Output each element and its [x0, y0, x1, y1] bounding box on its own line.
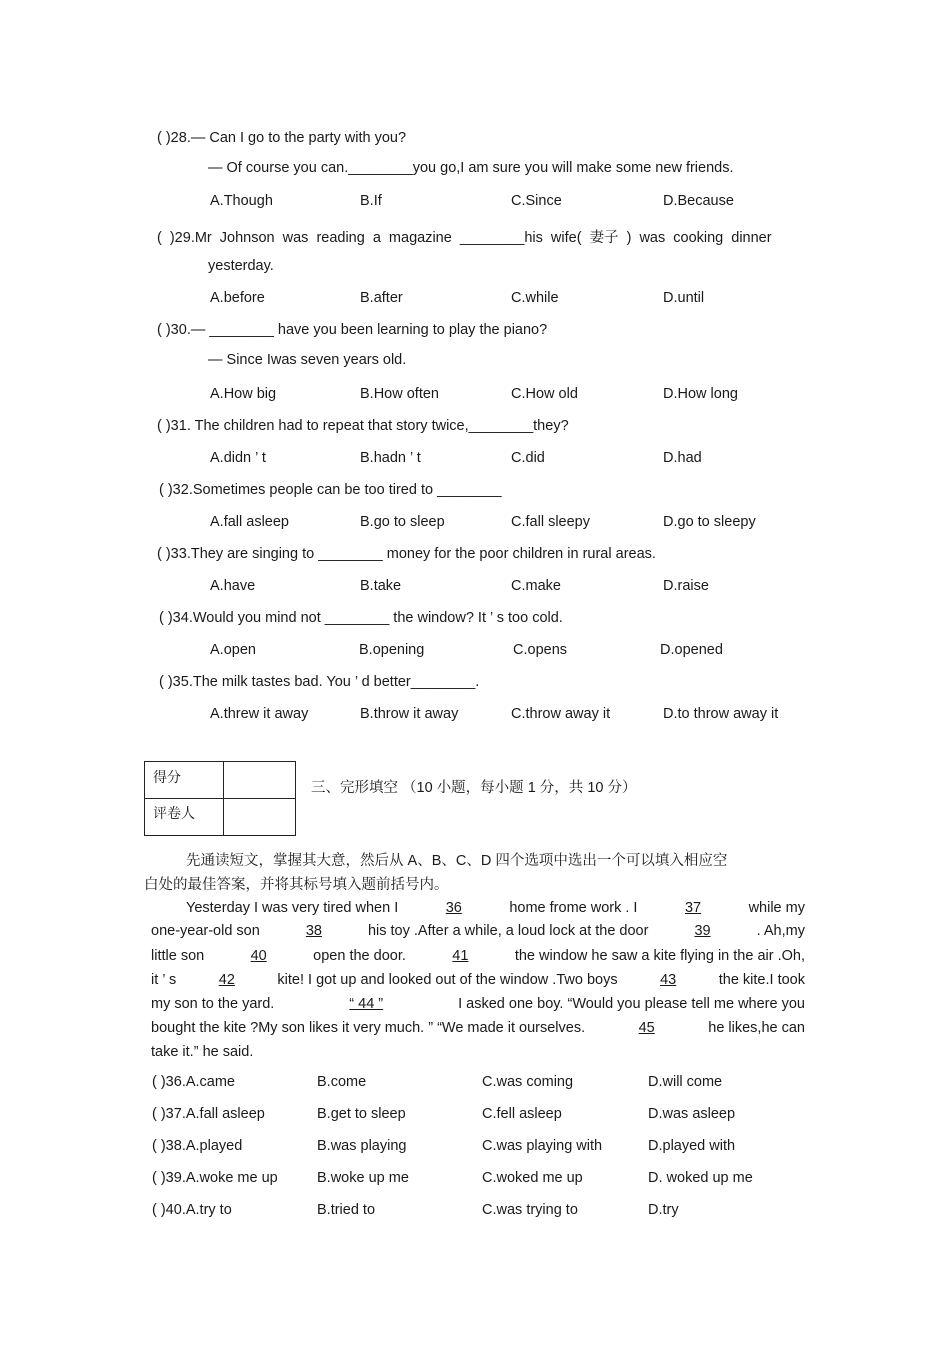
- q35-stem: ( )35.The milk tastes bad. You ’ d better________.: [159, 674, 480, 690]
- passage-text: my son to the yard.: [151, 996, 275, 1012]
- q38-option-c[interactable]: C.was playing with: [482, 1138, 603, 1154]
- q28-option-b[interactable]: B.If: [360, 193, 382, 209]
- q32-option-b[interactable]: B.go to sleep: [360, 514, 445, 530]
- q32-stem: ( )32.Sometimes people can be too tired to ________: [159, 482, 502, 498]
- q28-options: [0, 193, 950, 213]
- passage-line: [151, 923, 805, 939]
- q28-stem: ( )28.— Can I go to the party with you?: [157, 130, 407, 146]
- passage-line: [151, 1020, 805, 1036]
- passage-text: the window he saw a kite flying in the air .Oh,: [514, 948, 805, 964]
- q35-option-c[interactable]: C.throw away it: [511, 706, 611, 722]
- section3-title: 三、完形填空 （10 小题，每小题 1 分，共 10 分）: [311, 780, 637, 796]
- blank-number[interactable]: 36: [445, 900, 462, 916]
- q38-option-b[interactable]: B.was playing: [317, 1138, 407, 1154]
- q33-option-b[interactable]: B.take: [360, 578, 402, 594]
- passage-text: he likes,he can: [708, 1020, 805, 1036]
- blank-number[interactable]: 37: [684, 900, 702, 916]
- q37-option-a[interactable]: ( )37.A.fall asleep: [152, 1106, 265, 1122]
- passage-line: [186, 900, 805, 916]
- blank-number[interactable]: 40: [250, 948, 267, 964]
- q28-option-a[interactable]: A.Though: [210, 193, 273, 209]
- blank-number[interactable]: 38: [305, 923, 322, 939]
- blank-number[interactable]: 39: [694, 923, 711, 939]
- q28-option-d[interactable]: D.Because: [663, 193, 734, 209]
- q29-option-a[interactable]: A.before: [210, 290, 265, 306]
- q30-option-c[interactable]: C.How old: [511, 386, 578, 402]
- q33-option-d[interactable]: D.raise: [663, 578, 709, 594]
- q33-stem: ( )33.They are singing to ________ money for the poor children in rural areas.: [157, 546, 656, 562]
- q30-options: [0, 386, 950, 406]
- q30-stem: ( )30.— ________ have you been learning to play the piano?: [157, 322, 548, 338]
- passage-text: while my: [748, 900, 805, 916]
- q32-option-a[interactable]: A.fall asleep: [210, 514, 289, 530]
- blank-number[interactable]: 45: [638, 1020, 655, 1036]
- q31-option-b[interactable]: B.hadn ’ t: [360, 450, 421, 466]
- passage-text: kite! I got up and looked out of the window .Two boys: [277, 972, 618, 988]
- q29-option-b[interactable]: B.after: [360, 290, 403, 306]
- q35-options: [0, 706, 950, 726]
- q38-option-d[interactable]: D.played with: [648, 1138, 736, 1154]
- q38-option-a[interactable]: ( )38.A.played: [152, 1138, 243, 1154]
- q39-option-a[interactable]: ( )39.A.woke me up: [152, 1170, 278, 1186]
- q30-option-d[interactable]: D.How long: [663, 386, 738, 402]
- blank-number[interactable]: “ 44 ”: [349, 996, 384, 1012]
- q32-option-d[interactable]: D.go to sleepy: [663, 514, 756, 530]
- q36-option-c[interactable]: C.was coming: [482, 1074, 574, 1090]
- q37-option-b[interactable]: B.get to sleep: [317, 1106, 406, 1122]
- q32-options: [0, 514, 950, 534]
- score-label: 得分: [153, 769, 181, 785]
- q36-option-b[interactable]: B.come: [317, 1074, 367, 1090]
- score-box-column-divider: [223, 762, 224, 835]
- q34-options: [0, 642, 950, 662]
- q32-option-c[interactable]: C.fall sleepy: [511, 514, 590, 530]
- section3-instruction-line1: 先通读短文，掌握其大意，然后从 A、B、C、D 四个选项中选出一个可以填入相应空: [186, 853, 728, 869]
- passage-text: little son: [151, 948, 205, 964]
- passage-text: bought the kite ?My son likes it very much. ” “We made it ourselves.: [151, 1020, 586, 1036]
- q34-option-b[interactable]: B.opening: [359, 642, 425, 658]
- q37-option-d[interactable]: D.was asleep: [648, 1106, 736, 1122]
- q33-options: [0, 578, 950, 598]
- q35-option-b[interactable]: B.throw it away: [360, 706, 459, 722]
- q34-option-d[interactable]: D.opened: [660, 642, 723, 658]
- q31-options: [0, 450, 950, 470]
- blank-number[interactable]: 43: [660, 972, 677, 988]
- passage-text: his toy .After a while, a loud lock at the door: [367, 923, 649, 939]
- passage-text: take it.” he said.: [151, 1044, 254, 1060]
- q29-stem: ( )29.Mr Johnson was reading a magazine ________his wife( 妻子 ) was cooking dinner: [157, 230, 772, 246]
- q29-option-c[interactable]: C.while: [511, 290, 559, 306]
- passage-line: [151, 996, 805, 1012]
- passage-text: home frome work . I: [509, 900, 638, 916]
- q29-option-d[interactable]: D.until: [663, 290, 705, 306]
- passage-text: it ’ s: [151, 972, 177, 988]
- q36-option-d[interactable]: D.will come: [648, 1074, 723, 1090]
- blank-number[interactable]: 42: [218, 972, 235, 988]
- q37-option-c[interactable]: C.fell asleep: [482, 1106, 562, 1122]
- score-box: [144, 761, 296, 836]
- q40-option-a[interactable]: ( )40.A.try to: [152, 1202, 232, 1218]
- passage-text: I asked one boy. “Would you please tell me where you: [458, 996, 805, 1012]
- q33-option-a[interactable]: A.have: [210, 578, 256, 594]
- q36-option-a[interactable]: ( )36.A.came: [152, 1074, 235, 1090]
- q35-option-a[interactable]: A.threw it away: [210, 706, 309, 722]
- passage-text: the kite.I took: [718, 972, 805, 988]
- grader-label: 评卷人: [153, 805, 195, 821]
- q31-option-d[interactable]: D.had: [663, 450, 702, 466]
- q39-option-c[interactable]: C.woked me up: [482, 1170, 583, 1186]
- q33-option-c[interactable]: C.make: [511, 578, 561, 594]
- q31-stem: ( )31. The children had to repeat that story twice,________they?: [157, 418, 569, 434]
- passage-text: open the door.: [313, 948, 406, 964]
- q34-option-c[interactable]: C.opens: [513, 642, 568, 658]
- passage-line: [151, 948, 805, 964]
- q29-options: [0, 290, 950, 310]
- passage-line: [151, 972, 805, 988]
- q40-option-d[interactable]: D.try: [648, 1202, 679, 1218]
- q31-option-a[interactable]: A.didn ’ t: [210, 450, 266, 466]
- section3-instruction-line2: 白处的最佳答案，并将其标号填入题前括号内。: [144, 877, 449, 893]
- passage-text: Yesterday I was very tired when I: [186, 900, 399, 916]
- q39-option-d[interactable]: D. woked up me: [648, 1170, 753, 1186]
- q28-option-c[interactable]: C.Since: [511, 193, 562, 209]
- q30-option-b[interactable]: B.How often: [360, 386, 439, 402]
- score-box-divider: [145, 798, 295, 799]
- q34-stem: ( )34.Would you mind not ________ the window? It ’ s too cold.: [159, 610, 563, 626]
- passage-text: one-year-old son: [151, 923, 260, 939]
- q28-line2: — Of course you can.________you go,I am sure you will make some new friends.: [208, 160, 734, 176]
- passage-text: . Ah,my: [756, 923, 805, 939]
- q40-option-c[interactable]: C.was trying to: [482, 1202, 578, 1218]
- q30-option-a[interactable]: A.How big: [210, 386, 277, 402]
- q31-option-c[interactable]: C.did: [511, 450, 545, 466]
- blank-number[interactable]: 41: [452, 948, 469, 964]
- q29-line2: yesterday.: [208, 258, 274, 274]
- q34-option-a[interactable]: A.open: [210, 642, 256, 658]
- q35-option-d[interactable]: D.to throw away it: [663, 706, 779, 722]
- q30-line2: — Since Iwas seven years old.: [208, 352, 407, 368]
- q40-option-b[interactable]: B.tried to: [317, 1202, 376, 1218]
- q39-option-b[interactable]: B.woke up me: [317, 1170, 409, 1186]
- passage-line: [151, 1044, 805, 1060]
